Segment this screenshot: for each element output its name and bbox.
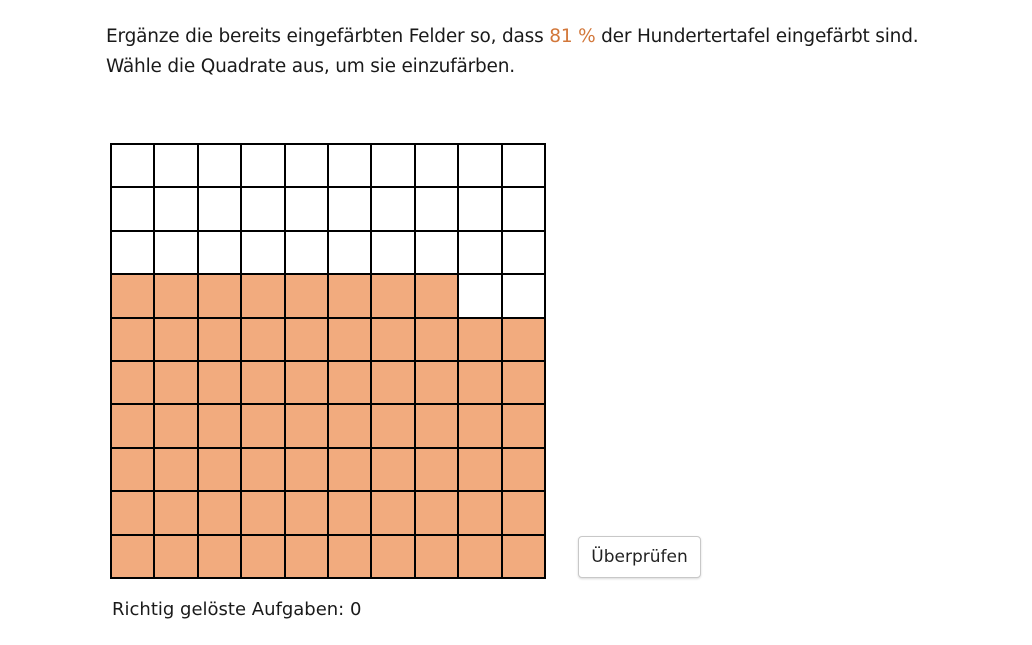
grid-cell[interactable] bbox=[502, 318, 545, 361]
grid-cell[interactable] bbox=[371, 535, 414, 578]
grid-cell[interactable] bbox=[328, 274, 371, 317]
grid-cell[interactable] bbox=[371, 404, 414, 447]
grid-cell[interactable] bbox=[458, 491, 501, 534]
grid-cell[interactable] bbox=[198, 144, 241, 187]
grid-cell[interactable] bbox=[371, 187, 414, 230]
grid-cell[interactable] bbox=[241, 535, 284, 578]
grid-cell[interactable] bbox=[415, 535, 458, 578]
task-instructions bbox=[106, 22, 986, 82]
grid-cell[interactable] bbox=[415, 187, 458, 230]
grid-cell[interactable] bbox=[458, 361, 501, 404]
grid-cell[interactable] bbox=[415, 274, 458, 317]
grid-cell[interactable] bbox=[285, 535, 328, 578]
grid-cell[interactable] bbox=[111, 187, 154, 230]
grid-cell[interactable] bbox=[154, 274, 197, 317]
grid-cell[interactable] bbox=[198, 535, 241, 578]
grid-cell[interactable] bbox=[154, 318, 197, 361]
grid-cell[interactable] bbox=[458, 535, 501, 578]
grid-cell[interactable] bbox=[198, 491, 241, 534]
grid-cell[interactable] bbox=[285, 361, 328, 404]
grid-cell[interactable] bbox=[111, 491, 154, 534]
grid-cell[interactable] bbox=[198, 361, 241, 404]
grid-cell[interactable] bbox=[241, 144, 284, 187]
grid-cell[interactable] bbox=[371, 361, 414, 404]
grid-cell[interactable] bbox=[328, 491, 371, 534]
grid-cell[interactable] bbox=[111, 144, 154, 187]
grid-cell[interactable] bbox=[415, 318, 458, 361]
grid-cell[interactable] bbox=[285, 491, 328, 534]
instruction-text-before: Ergänze die bereits eingefärbten Felder so, dass bbox=[106, 26, 550, 47]
target-percentage: 81 % bbox=[549, 26, 596, 47]
grid-cell[interactable] bbox=[502, 404, 545, 447]
instruction-line-1 bbox=[106, 22, 986, 52]
grid-cell[interactable] bbox=[241, 361, 284, 404]
grid-cell[interactable] bbox=[285, 187, 328, 230]
grid-cell[interactable] bbox=[371, 231, 414, 274]
grid-cell[interactable] bbox=[415, 231, 458, 274]
grid-cell[interactable] bbox=[371, 318, 414, 361]
grid-cell[interactable] bbox=[241, 187, 284, 230]
grid-cell[interactable] bbox=[285, 404, 328, 447]
instruction-text-after: der Hundertertafel eingefärbt sind. bbox=[595, 26, 919, 47]
grid-cell[interactable] bbox=[111, 274, 154, 317]
grid-cell[interactable] bbox=[154, 404, 197, 447]
grid-cell[interactable] bbox=[154, 448, 197, 491]
grid-cell[interactable] bbox=[502, 361, 545, 404]
grid-cell[interactable] bbox=[502, 535, 545, 578]
grid-cell[interactable] bbox=[502, 274, 545, 317]
grid-cell[interactable] bbox=[241, 404, 284, 447]
grid-cell[interactable] bbox=[111, 361, 154, 404]
grid-cell[interactable] bbox=[502, 144, 545, 187]
grid-cell[interactable] bbox=[458, 231, 501, 274]
grid-cell[interactable] bbox=[154, 535, 197, 578]
grid-cell[interactable] bbox=[111, 318, 154, 361]
grid-cell[interactable] bbox=[241, 274, 284, 317]
grid-cell[interactable] bbox=[241, 231, 284, 274]
grid-cell[interactable] bbox=[458, 318, 501, 361]
grid-cell[interactable] bbox=[371, 274, 414, 317]
grid-cell[interactable] bbox=[458, 404, 501, 447]
grid-cell[interactable] bbox=[154, 144, 197, 187]
check-button[interactable]: Überprüfen bbox=[578, 536, 701, 578]
grid-cell[interactable] bbox=[111, 448, 154, 491]
grid-cell[interactable] bbox=[285, 144, 328, 187]
grid-cell[interactable] bbox=[415, 144, 458, 187]
grid-cell[interactable] bbox=[328, 361, 371, 404]
hundred-grid bbox=[110, 143, 546, 579]
grid-cell[interactable] bbox=[502, 231, 545, 274]
grid-cell[interactable] bbox=[154, 187, 197, 230]
grid-cell[interactable] bbox=[502, 491, 545, 534]
grid-cell[interactable] bbox=[458, 274, 501, 317]
grid-cell[interactable] bbox=[241, 448, 284, 491]
grid-cell[interactable] bbox=[198, 448, 241, 491]
grid-cell[interactable] bbox=[111, 404, 154, 447]
grid-cell[interactable] bbox=[371, 448, 414, 491]
grid-cell[interactable] bbox=[328, 318, 371, 361]
grid-cell[interactable] bbox=[328, 231, 371, 274]
grid-cell[interactable] bbox=[111, 535, 154, 578]
grid-cell[interactable] bbox=[328, 535, 371, 578]
grid-cell[interactable] bbox=[415, 404, 458, 447]
solved-tasks-counter: Richtig gelöste Aufgaben: 0 bbox=[112, 599, 362, 620]
grid-cell[interactable] bbox=[154, 491, 197, 534]
grid-cell[interactable] bbox=[328, 144, 371, 187]
grid-cell[interactable] bbox=[241, 491, 284, 534]
grid-cell[interactable] bbox=[198, 187, 241, 230]
grid-cell[interactable] bbox=[502, 448, 545, 491]
instruction-line-2: Wähle die Quadrate aus, um sie einzufärben. bbox=[106, 56, 515, 77]
grid-cell[interactable] bbox=[371, 144, 414, 187]
grid-cell[interactable] bbox=[502, 187, 545, 230]
grid-cell[interactable] bbox=[371, 491, 414, 534]
grid-cell[interactable] bbox=[458, 144, 501, 187]
grid-cell[interactable] bbox=[328, 187, 371, 230]
grid-cell[interactable] bbox=[198, 318, 241, 361]
grid-cell[interactable] bbox=[241, 318, 284, 361]
grid-cell[interactable] bbox=[415, 361, 458, 404]
grid-cell[interactable] bbox=[285, 231, 328, 274]
grid-cell[interactable] bbox=[458, 448, 501, 491]
grid-cell[interactable] bbox=[154, 361, 197, 404]
grid-cell[interactable] bbox=[198, 404, 241, 447]
grid-cell[interactable] bbox=[111, 231, 154, 274]
grid-cell[interactable] bbox=[328, 404, 371, 447]
grid-cell[interactable] bbox=[285, 448, 328, 491]
grid-cell[interactable] bbox=[415, 491, 458, 534]
grid-cell[interactable] bbox=[198, 231, 241, 274]
grid-cell[interactable] bbox=[458, 187, 501, 230]
grid-cell[interactable] bbox=[198, 274, 241, 317]
grid-cell[interactable] bbox=[415, 448, 458, 491]
grid-cell[interactable] bbox=[154, 231, 197, 274]
grid-cell[interactable] bbox=[285, 274, 328, 317]
grid-cell[interactable] bbox=[285, 318, 328, 361]
grid-cell[interactable] bbox=[328, 448, 371, 491]
